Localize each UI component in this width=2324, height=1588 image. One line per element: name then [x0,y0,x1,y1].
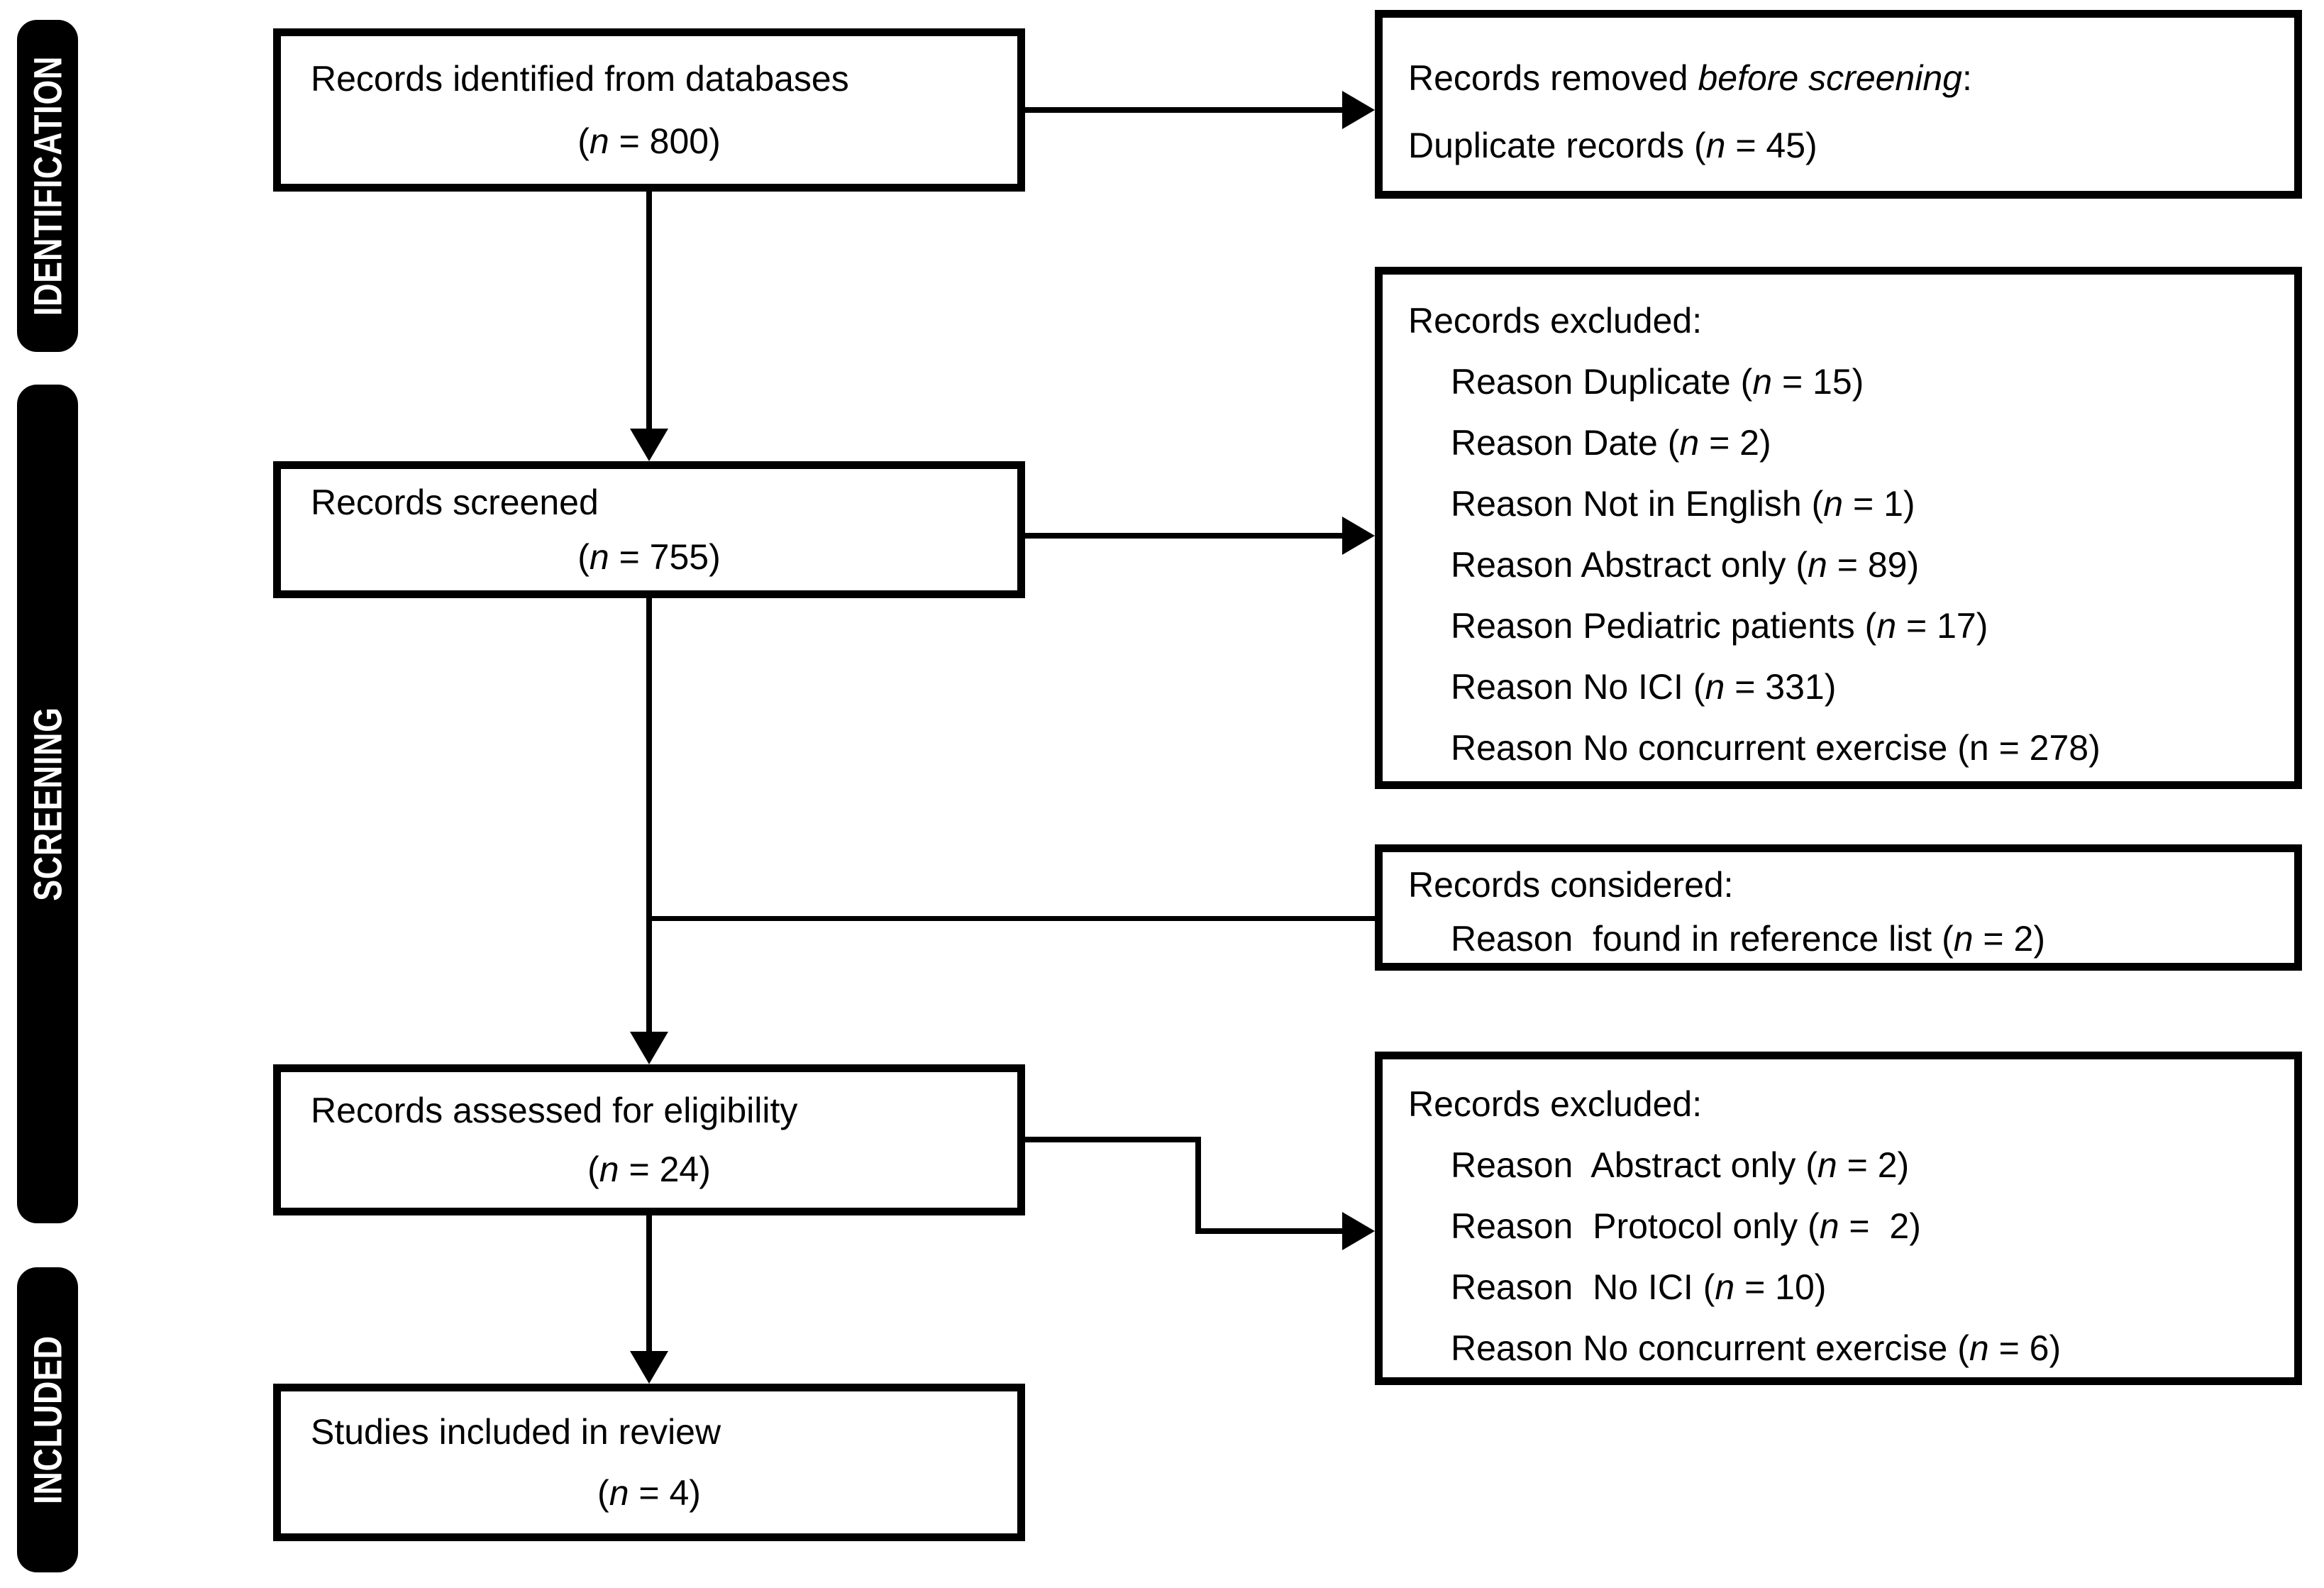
reason-abstract-only-2: Reason Abstract only (n = 2) [1451,1145,1910,1185]
connector-assessed-to-included-line [646,1215,652,1354]
records-excluded-screening-title: Records excluded: [1408,301,1703,341]
records-screened-title: Records screened [311,483,599,523]
connector-identified-to-screened-arrowhead [630,429,668,461]
reason-no-concurrent-exercise-2: Reason No concurrent exercise (n = 6) [1451,1328,2062,1368]
records-identified-count: (n = 800) [577,121,721,162]
studies-included-box [273,1384,1025,1541]
records-removed-reason: Duplicate records (n = 45) [1408,126,1817,165]
identification-phase-bar [17,20,78,352]
records-removed-title: Records removed before screening: [1408,58,1972,98]
reason-abstract-only: Reason Abstract only (n = 89) [1451,545,1920,585]
connector-branch-to-considered-line [649,916,1375,921]
screening-phase-bar [17,385,78,1223]
connector-assessed-to-excluded-arrowhead [1342,1212,1375,1250]
reason-no-ici: Reason No ICI (n = 331) [1451,667,1837,707]
reason-date: Reason Date (n = 2) [1451,423,1771,463]
connector-identified-to-removed-line [1020,107,1342,113]
records-assessed-count: (n = 24) [587,1149,711,1189]
reason-found-in-reference-list: Reason found in reference list (n = 2) [1451,919,2045,959]
reason-duplicate: Reason Duplicate (n = 15) [1451,362,1864,402]
reason-protocol-only: Reason Protocol only (n = 2) [1451,1206,1921,1246]
included-phase-bar [17,1267,78,1572]
records-excluded-eligibility-box [1375,1052,2302,1385]
connector-assessed-to-excluded-segment-2 [1195,1137,1201,1234]
identification-phase-label: IDENTIFICATION [25,55,70,316]
included-phase-label: INCLUDED [25,1335,70,1504]
connector-screened-to-assessed-line [646,598,652,1035]
connector-identified-to-removed-arrowhead [1342,91,1375,129]
records-considered-title: Records considered: [1408,865,1734,905]
records-assessed-box [273,1064,1025,1215]
records-considered-box [1375,844,2302,971]
connector-assessed-to-excluded-segment-3 [1195,1228,1342,1234]
reason-not-in-english: Reason Not in English (n = 1) [1451,484,1915,524]
studies-included-count: (n = 4) [597,1473,701,1513]
records-identified-title: Records identified from databases [311,58,849,99]
records-identified-box [273,28,1025,192]
reason-pediatric-patients: Reason Pediatric patients (n = 17) [1451,606,1988,646]
connector-assessed-to-included-arrowhead [630,1351,668,1384]
records-assessed-title: Records assessed for eligibility [311,1091,798,1130]
records-screened-count: (n = 755) [577,536,721,577]
connector-identified-to-screened-line [646,192,652,433]
reason-no-ici-2: Reason No ICI (n = 10) [1451,1267,1827,1307]
screening-phase-label: SCREENING [25,707,70,901]
studies-included-title: Studies included in review [311,1412,721,1452]
records-excluded-screening-box [1375,267,2302,789]
records-removed-box [1375,10,2302,199]
reason-no-concurrent-exercise: Reason No concurrent exercise (n = 278) [1451,728,2101,768]
records-excluded-eligibility-title: Records excluded: [1408,1084,1703,1124]
records-screened-box [273,461,1025,598]
connector-screened-to-assessed-arrowhead [630,1032,668,1064]
connector-assessed-to-excluded-segment-1 [1020,1137,1201,1142]
connector-screened-to-excluded-line [1020,533,1342,539]
connector-screened-to-excluded-arrowhead [1342,517,1375,555]
